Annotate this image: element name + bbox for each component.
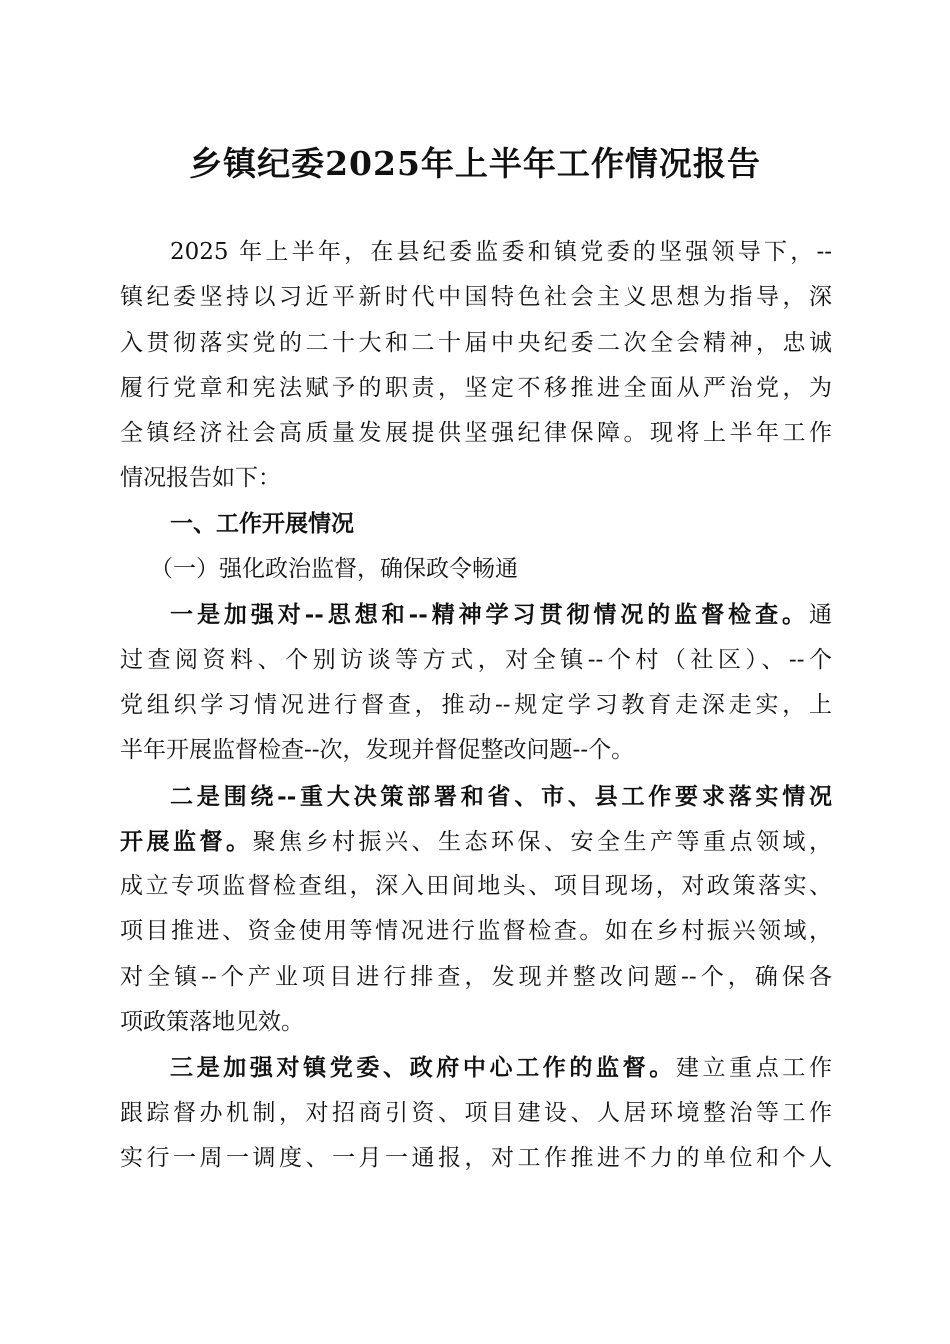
line-text: 跟踪督办机制，对招商引资、项目建设、人居环境整治等工作 [120,1099,832,1126]
document-body [120,230,832,1181]
paragraph-line [120,909,832,954]
lead-sentence: 一是加强对--思想和--精神学习贯彻情况的监督检查。 [170,601,809,629]
paragraph-line [120,728,832,773]
line-text: 2025 年上半年，在县纪委监委和镇党委的坚强领导下，-- [170,239,832,265]
paragraph-line [120,321,832,366]
paragraph-line [120,230,832,275]
section-heading [120,502,832,547]
lead-sentence: 三是加强对镇党委、政府中心工作的监督。 [170,1054,676,1082]
line-text: 一、工作开展情况 [170,510,354,537]
lead-sentence: 开展监督。 [120,827,253,855]
paragraph-line [120,1091,832,1136]
line-text: 建立重点工作 [675,1055,832,1082]
paragraph-line [120,1045,832,1090]
lead-sentence: 二是围绕--重大决策部署和省、市、县工作要求落实情况 [170,782,832,810]
paragraph-line [120,456,832,501]
paragraph-line [120,1136,832,1181]
document-title: 乡镇纪委2025年上半年工作情况报告 [189,144,761,183]
paragraph-line [120,366,832,411]
line-text: 通 [809,602,832,629]
line-text: 项目推进、资金使用等情况进行监督检查。如在乡村振兴领域， [120,918,832,945]
line-text: 入贯彻落实党的二十大和二十届中央纪委二次全会精神，忠诚 [120,329,832,356]
paragraph-line [120,638,832,683]
paragraph-line [120,864,832,909]
line-text: 履行党章和宪法赋予的职责，坚定不移推进全面从严治党，为 [120,374,832,401]
line-text: 聚焦乡村振兴、生态环保、安全生产等重点领域， [252,828,832,855]
line-text: 过查阅资料、个别访谈等方式，对全镇--个村（社区）、--个 [120,646,832,673]
paragraph-line [120,683,832,728]
paragraph-line [120,592,832,637]
line-text: 镇纪委坚持以习近平新时代中国特色社会主义思想为指导，深 [120,284,832,311]
paragraph-line [120,819,832,864]
line-text: （一）强化政治监督，确保政令畅通 [150,556,518,583]
line-text: 对全镇--个产业项目进行排查，发现并整改问题--个，确保各 [120,963,832,990]
line-text: 党组织学习情况进行督查，推动--规定学习教育走深走实，上 [120,691,832,718]
line-text: 实行一周一调度、一月一通报，对工作推进不力的单位和个人 [120,1144,832,1171]
line-text: 项政策落地见效。 [120,1009,304,1036]
line-text: 情况报告如下： [120,465,281,492]
line-text: 全镇经济社会高质量发展提供坚强纪律保障。现将上半年工作 [120,420,832,447]
paragraph-line [120,275,832,320]
paragraph-line [120,774,832,819]
paragraph-line [120,955,832,1000]
paragraph-line [120,411,832,456]
subsection-heading [120,547,832,592]
line-text: 成立专项监督检查组，深入田间地头、项目现场，对政策落实、 [120,873,832,900]
line-text: 半年开展监督检查--次，发现并督促整改问题--个。 [120,737,635,764]
paragraph-line [120,1000,832,1045]
